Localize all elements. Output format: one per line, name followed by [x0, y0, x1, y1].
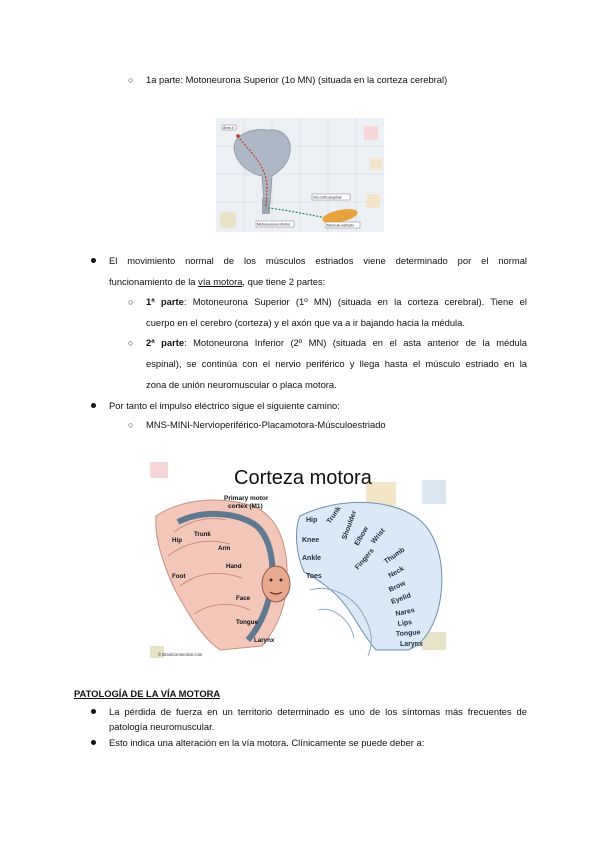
sub-item-1-line-2: cuerpo en el cerebro (corteza) y el axón que va a ir bajando hacia la médula.	[146, 317, 465, 328]
bullet-dot-icon	[91, 709, 96, 714]
right-part-label: Knee	[302, 537, 320, 544]
left-part-label: Trunk	[194, 531, 211, 538]
right-part-label: Nares	[394, 607, 416, 618]
circle-bullet-icon: ○	[128, 297, 134, 307]
pathology-bullet-1-line-2: patología neuromuscular.	[109, 721, 215, 732]
right-part-label: Toes	[306, 573, 322, 580]
sub-item-2-line-1	[146, 337, 527, 349]
via-motora-link: vía motora	[198, 276, 243, 287]
right-part-label: Brow	[387, 580, 407, 594]
right-part-label: Hip	[306, 517, 318, 524]
section-heading: PATOLOGÍA DE LA VÍA MOTORA	[74, 688, 221, 699]
sub-item-2-line-2: espinal), se continúa con el nervio periférico y llega hasta el músculo estriado en la	[146, 358, 527, 369]
paragraph-text: funcionamiento de la	[109, 276, 199, 287]
credit-text: © BrainConnection.com	[158, 652, 203, 657]
right-part-label: Fingers	[354, 547, 376, 572]
path-bullet: Por tanto el impulso eléctrico sigue el siguiente camino:	[109, 400, 340, 411]
right-part-label: Tongue	[395, 629, 421, 638]
figure2-title: Corteza motora	[234, 467, 372, 489]
sub-item-1-line-1	[146, 296, 527, 308]
sub-item-2-text: : Motoneurona Inferior (2º MN) (situada en el asta anterior de la médula	[184, 337, 527, 348]
circle-bullet-icon: ○	[128, 420, 134, 430]
right-part-label: Wrist	[370, 527, 387, 546]
right-part-label: Elbow	[353, 525, 371, 547]
left-part-label: Arm	[218, 545, 231, 552]
motor-cortex-figure	[150, 460, 450, 660]
paragraph-line-1: El movimiento normal de los músculos estriados viene determinado por el normal	[109, 255, 527, 266]
circle-bullet-icon: ○	[128, 338, 134, 348]
homunculus-head	[262, 566, 290, 602]
right-part-label: Shoulder	[341, 509, 359, 541]
sub-item-1-bold: 1ª parte	[146, 296, 184, 307]
left-part-label: Larynx	[254, 637, 275, 644]
figure1-label: Vía corticoespinal	[313, 195, 342, 200]
right-part-label: Larynx	[400, 641, 423, 648]
left-part-label: Hip	[172, 537, 182, 544]
top-sub-item: 1a parte: Motoneurona Superior (1o MN) (situada en la corteza cerebral)	[146, 74, 448, 85]
left-part-label: Hand	[226, 563, 242, 570]
bullet-dot-icon	[91, 740, 96, 745]
decor-square	[150, 462, 168, 478]
paragraph-text: , que tiene 2 partes:	[242, 276, 326, 287]
right-part-label: Lips	[397, 619, 413, 628]
pathology-bullet-2: Esto indica una alteración en la vía motora. Clínicamente se puede deber a:	[109, 737, 425, 748]
sub-item-1-text: : Motoneurona Superior (1º MN) (situada en la corteza cerebral). Tiene el	[183, 296, 527, 307]
figure1-label: Área 4	[223, 126, 234, 130]
right-part-label: Thumb	[383, 546, 407, 566]
decor-square	[366, 194, 380, 208]
paragraph-line-2	[109, 276, 325, 288]
left-part-label: Tongue	[236, 619, 258, 626]
path-sub-item: MNS-MINI-Nervioperiférico-Placamotora-Músculoestriado	[146, 419, 386, 430]
pathology-bullet-1-line-1: La pérdida de fuerza en un territorio determinado es uno de los síntomas más frecuentes de	[109, 706, 527, 717]
right-part-label: Neck	[387, 565, 406, 580]
sub-item-2-bold: 2ª parte	[146, 337, 185, 348]
bullet-dot-icon	[91, 258, 96, 263]
sub-item-2-line-3: zona de unión neuromuscular o placa motora.	[146, 379, 337, 390]
decor-square	[364, 126, 378, 140]
figure1-label: Motoneurona inferior	[257, 222, 291, 227]
left-part-label: Face	[236, 595, 251, 602]
bullet-dot-icon	[91, 403, 96, 408]
cortex-label: Primary motor	[224, 495, 269, 502]
motor-pathway-figure	[216, 118, 384, 232]
right-part-label: Ankle	[302, 555, 322, 562]
left-part-label: Foot	[172, 573, 186, 580]
cortex-label: cortex (M1)	[228, 503, 263, 510]
figure1-label: Músculo estriado	[327, 223, 355, 228]
decor-square	[422, 480, 446, 504]
right-part-label: Eyelid	[390, 592, 413, 606]
right-part-label: Trunk	[325, 505, 343, 526]
decor-square	[220, 212, 236, 228]
decor-square	[370, 158, 382, 170]
circle-bullet-icon: ○	[128, 75, 134, 85]
